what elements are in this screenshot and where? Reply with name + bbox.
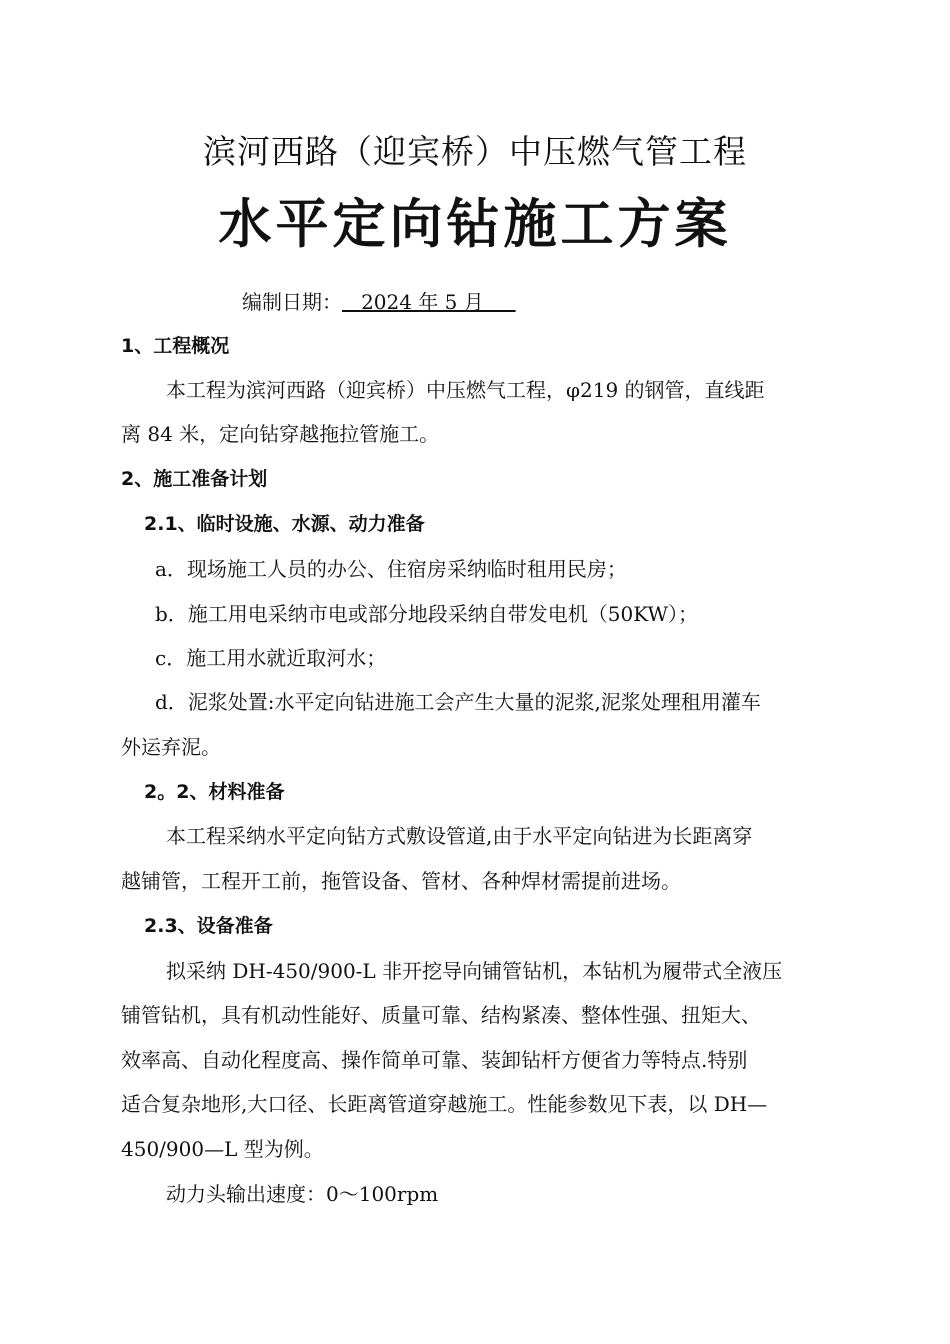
list-item: c．施工用水就近取河水；	[155, 646, 387, 670]
paragraph-line: 铺管钻机，具有机动性能好、质量可靠、结构紧凑、整体性强、扭矩大、	[121, 1003, 761, 1027]
subsection-heading-2-1: 2.1、临时设施、水源、动力准备	[144, 513, 425, 535]
section-heading-2: 2、施工准备计划	[121, 468, 268, 490]
subsection-heading-2-3: 2.3、设备准备	[144, 915, 273, 937]
paragraph-line: 本工程采纳水平定向钻方式敷设管道,由于水平定向钻进为长距离穿	[166, 824, 753, 848]
paragraph-line: 适合复杂地形,大口径、长距离管道穿越施工。性能参数见下表，以 DH—	[121, 1092, 768, 1116]
date-value: 2024 年 5 月	[342, 290, 516, 314]
paragraph-line: 拟采纳 DH-450/900-L 非开挖导向铺管钻机，本钻机为履带式全液压	[166, 959, 783, 983]
subsection-heading-2-2: 2。2、材料准备	[144, 781, 285, 803]
paragraph-line: 效率高、自动化程度高、操作简单可靠、装卸钻杆方便省力等特点.特别	[121, 1048, 748, 1072]
list-item: a．现场施工人员的办公、住宿房采纳临时租用民房；	[155, 557, 627, 581]
project-title: 滨河西路（迎宾桥）中压燃气管工程	[203, 132, 747, 171]
section-heading-1: 1、工程概况	[121, 335, 230, 357]
paragraph-line: 本工程为滨河西路（迎宾桥）中压燃气工程，φ219 的钢管，直线距	[166, 378, 765, 402]
list-item-continuation: 外运弃泥。	[121, 735, 221, 759]
compile-date	[242, 286, 516, 315]
paragraph-line: 动力头输出速度：0～100rpm	[166, 1182, 439, 1206]
paragraph-line: 离 84 米，定向钻穿越拖拉管施工。	[121, 422, 440, 446]
date-label: 编制日期：	[242, 290, 342, 314]
document-title: 水平定向钻施工方案	[218, 194, 732, 255]
list-item: d．泥浆处置:水平定向钻进施工会产生大量的泥浆,泥浆处理租用灌车	[155, 690, 761, 714]
list-item: b．施工用电采纳市电或部分地段采纳自带发电机（50KW）；	[155, 602, 699, 626]
paragraph-line: 450/900—L 型为例。	[121, 1137, 324, 1161]
paragraph-line: 越铺管，工程开工前，拖管设备、管材、各种焊材需提前进场。	[121, 869, 681, 893]
